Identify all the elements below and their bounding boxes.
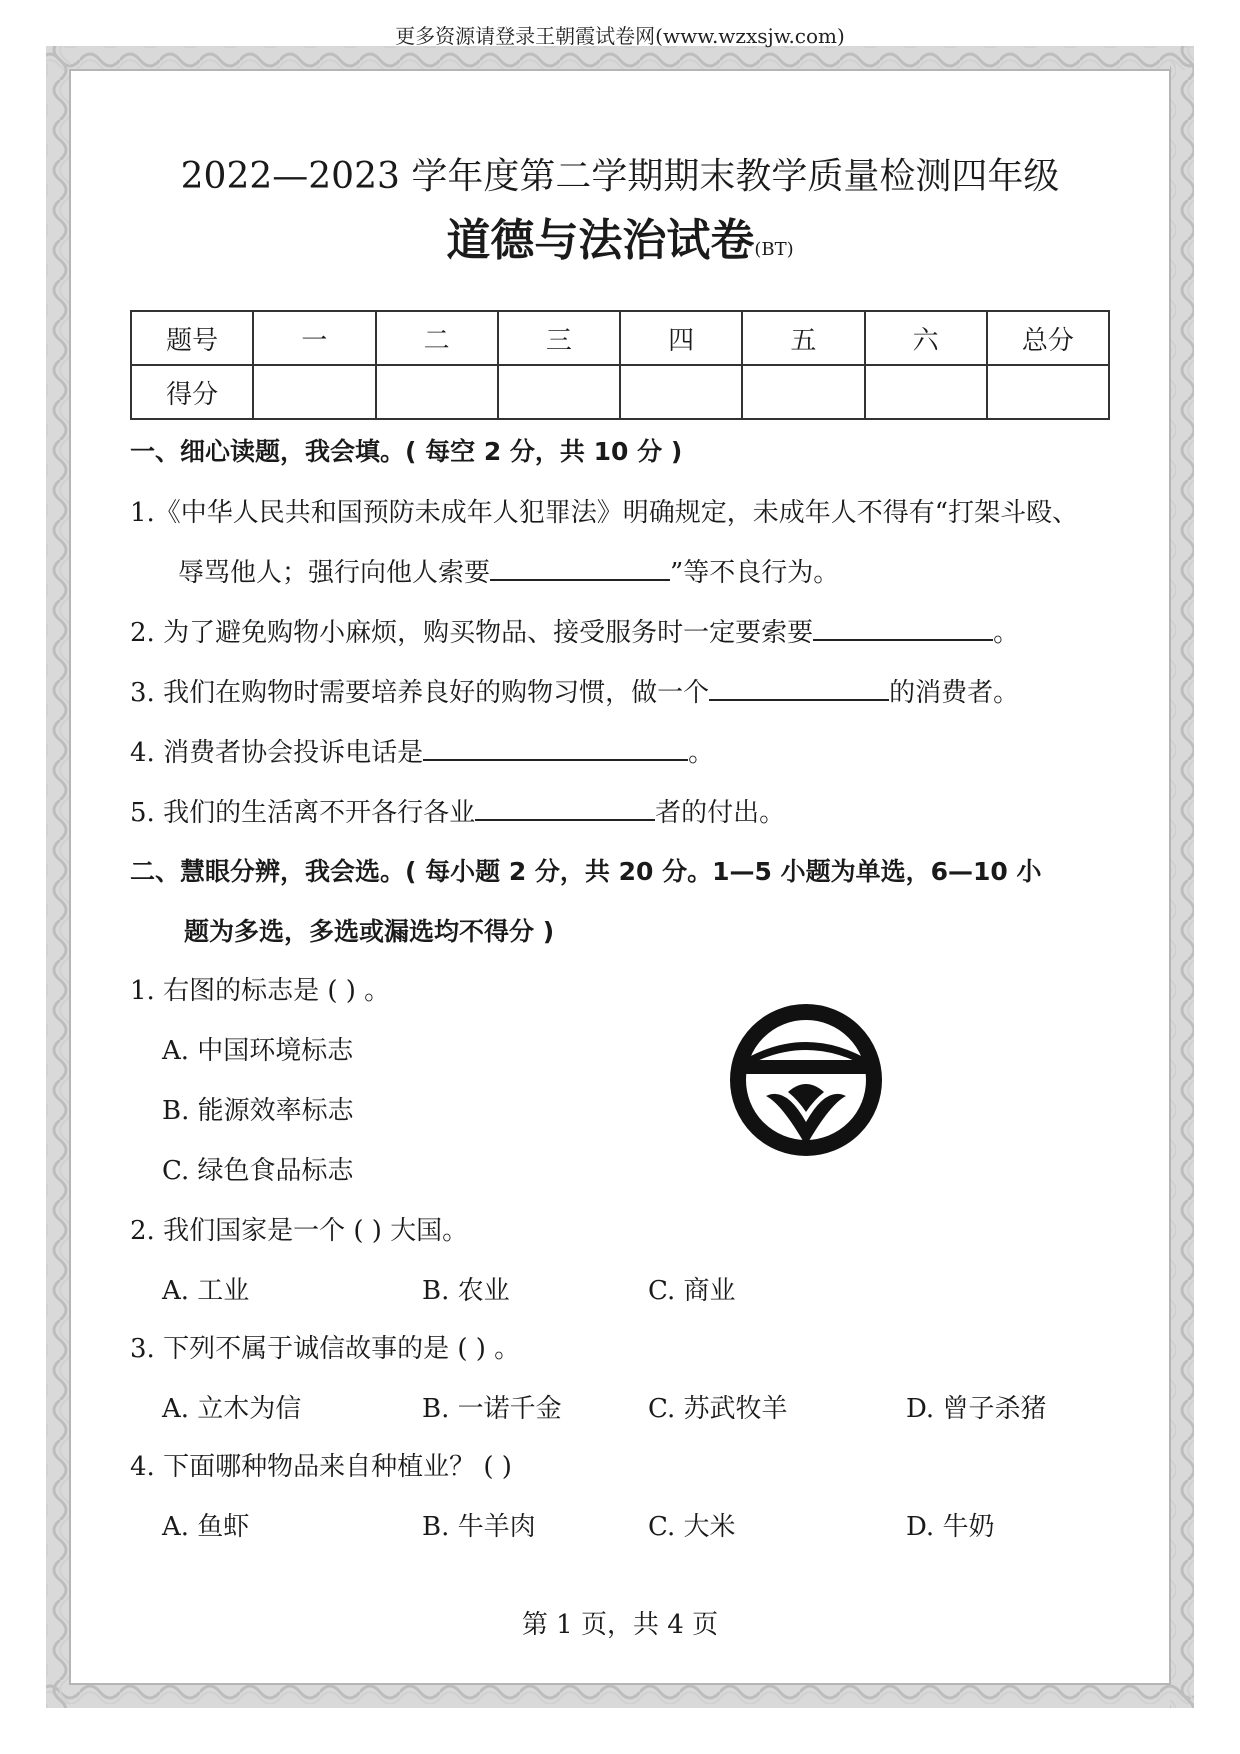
header-cell: 二 xyxy=(376,311,498,365)
answer-blank[interactable] xyxy=(813,613,993,641)
option-d[interactable]: D. 牛奶 xyxy=(906,1512,995,1542)
option-c[interactable]: C. 绿色食品标志 xyxy=(162,1156,354,1186)
q3-text-a: 3. 我们在购物时需要培养良好的购物习惯，做一个 xyxy=(130,678,710,708)
score-cell[interactable] xyxy=(376,365,498,419)
option-b[interactable]: B. 农业 xyxy=(422,1276,510,1306)
row-label: 得分 xyxy=(131,365,253,419)
option-c[interactable]: C. 大米 xyxy=(648,1512,736,1542)
option-b[interactable]: B. 能源效率标志 xyxy=(162,1096,354,1126)
s1-question-4 xyxy=(130,732,714,769)
exam-title-line2 xyxy=(0,204,1240,268)
answer-blank[interactable] xyxy=(423,733,688,761)
header-cell: 三 xyxy=(498,311,620,365)
option-a[interactable]: A. 工业 xyxy=(162,1276,250,1306)
score-cell[interactable] xyxy=(742,365,864,419)
option-b[interactable]: B. 牛羊肉 xyxy=(422,1512,536,1542)
section2-heading-cont: 题为多选，多选或漏选均不得分 ) xyxy=(184,917,555,946)
edition-code: (BT) xyxy=(754,239,794,260)
q3-text-b: 的消费者。 xyxy=(889,678,1020,708)
s2-question-3: 3. 下列不属于诚信故事的是 ( ) 。 xyxy=(130,1334,521,1364)
q5-text-a: 5. 我们的生活离不开各行各业 xyxy=(130,798,476,828)
option-d[interactable]: D. 曾子杀猪 xyxy=(906,1394,1047,1424)
s1-question-5 xyxy=(130,792,785,829)
q4-text-b: 。 xyxy=(688,738,715,768)
s1-question-1: 1.《中华人民共和国预防未成年人犯罪法》明确规定，未成年人不得有“打架斗殴、 xyxy=(130,498,1079,528)
score-cell[interactable] xyxy=(987,365,1109,419)
s1-question-1-cont xyxy=(178,552,839,589)
header-cell: 六 xyxy=(865,311,987,365)
header-cell: 一 xyxy=(253,311,375,365)
option-c[interactable]: C. 商业 xyxy=(648,1276,736,1306)
section2-heading: 二、慧眼分辨，我会选。( 每小题 2 分，共 20 分。1—5 小题为单选，6—10 小 xyxy=(130,857,1042,886)
s1-question-3 xyxy=(130,672,1019,709)
header-cell: 四 xyxy=(620,311,742,365)
s2-question-2: 2. 我们国家是一个 ( ) 大国。 xyxy=(130,1216,469,1246)
score-table-score-row xyxy=(131,365,1109,419)
score-cell[interactable] xyxy=(253,365,375,419)
q4-text-a: 4. 消费者协会投诉电话是 xyxy=(130,738,424,768)
answer-blank[interactable] xyxy=(490,553,670,581)
answer-blank[interactable] xyxy=(475,793,655,821)
option-a[interactable]: A. 鱼虾 xyxy=(162,1512,250,1542)
score-table-header-row xyxy=(131,311,1109,365)
score-cell[interactable] xyxy=(498,365,620,419)
header-cell: 题号 xyxy=(131,311,253,365)
q1-text-a: 辱骂他人；强行向他人索要 xyxy=(178,558,491,588)
s2-question-1: 1. 右图的标志是 ( ) 。 xyxy=(130,976,391,1006)
option-a[interactable]: A. 立木为信 xyxy=(162,1394,302,1424)
section1-heading: 一、细心读题，我会填。( 每空 2 分，共 10 分 ) xyxy=(130,437,683,466)
score-cell[interactable] xyxy=(620,365,742,419)
q1-text-b: ”等不良行为。 xyxy=(670,558,840,588)
q2-text-b: 。 xyxy=(993,618,1020,648)
score-table xyxy=(130,310,1110,420)
page-number: 第 1 页，共 4 页 xyxy=(521,1610,719,1640)
subject-title: 道德与法治试卷 xyxy=(446,215,755,266)
option-b[interactable]: B. 一诺千金 xyxy=(422,1394,562,1424)
s2-question-4: 4. 下面哪种物品来自种植业？ ( ) xyxy=(130,1452,512,1482)
s1-question-2 xyxy=(130,612,1019,649)
option-c[interactable]: C. 苏武牧羊 xyxy=(648,1394,788,1424)
header-cell: 五 xyxy=(742,311,864,365)
header-cell: 总分 xyxy=(987,311,1109,365)
option-a[interactable]: A. 中国环境标志 xyxy=(162,1036,354,1066)
green-food-logo-icon xyxy=(726,1000,886,1160)
q2-text-a: 2. 为了避免购物小麻烦，购买物品、接受服务时一定要索要 xyxy=(130,618,814,648)
score-cell[interactable] xyxy=(865,365,987,419)
exam-title-line1: 2022—2023 学年度第二学期期末教学质量检测四年级 xyxy=(180,156,1060,197)
q5-text-b: 者的付出。 xyxy=(655,798,786,828)
header-note: 更多资源请登录王朝霞试卷网(www.wzxsjw.com) xyxy=(395,24,845,48)
answer-blank[interactable] xyxy=(709,673,889,701)
